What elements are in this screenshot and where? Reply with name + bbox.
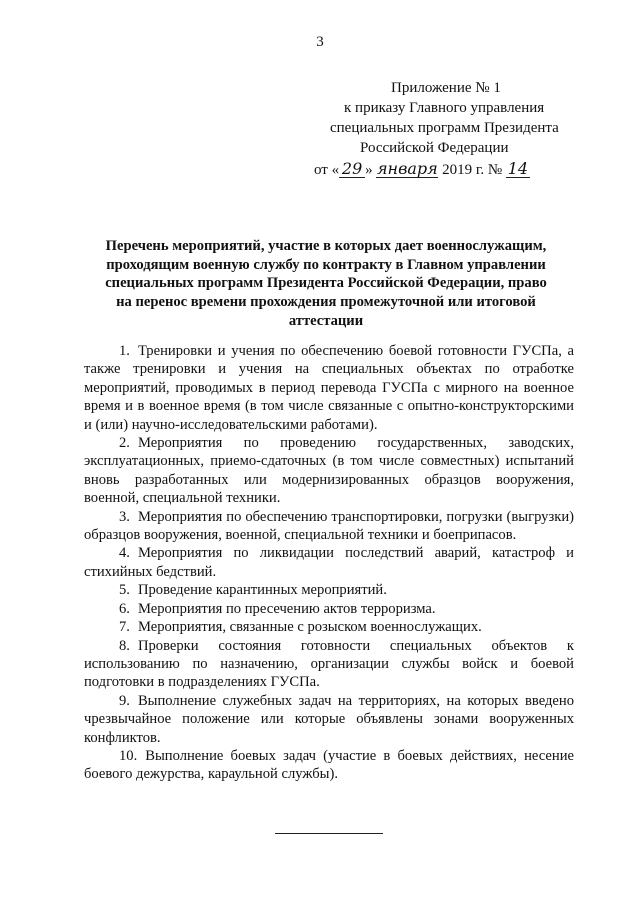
document-title	[88, 237, 564, 331]
handwritten-month: января	[376, 159, 438, 178]
appendix-program-line: специальных программ Президента	[330, 120, 559, 136]
appendix-date-line	[300, 160, 600, 180]
item-number: 6.	[119, 600, 130, 617]
handwritten-order-number: 14	[507, 159, 529, 178]
item-text: Проверки состояния готовности специальных объектов к использованию по назначению, организации службы войск и боевой подготовки в подразделениях ГУСПа.	[84, 637, 574, 691]
item-text: Выполнение служебных задач на территориях, на которых введено чрезвычайное положение или которые объявлены зонами вооруженных конфликтов.	[84, 692, 574, 746]
item-number: 7.	[119, 619, 130, 636]
appendix-title: Приложение № 1	[391, 80, 501, 96]
item-text: Мероприятия по ликвидации последствий аварий, катастроф и стихийных бедствий.	[84, 545, 574, 580]
list-item	[84, 434, 574, 508]
title-line: на перенос времени прохождения промежуточной или итоговой	[116, 294, 536, 311]
date-year: 2019 г. №	[442, 162, 503, 178]
appendix-federation-line: Российской Федерации	[360, 140, 509, 156]
list-item	[84, 692, 574, 747]
list-item	[84, 342, 574, 434]
closing-divider	[275, 833, 383, 834]
measures-list	[84, 342, 574, 784]
page-number: 3	[316, 34, 324, 50]
title-line: проходящим военную службу по контракту в Главном управлении	[106, 256, 546, 273]
item-number: 9.	[119, 692, 130, 709]
item-number: 2.	[119, 435, 130, 452]
list-item	[84, 600, 574, 618]
item-number: 4.	[119, 545, 130, 562]
item-text: Проведение карантинных мероприятий.	[137, 582, 387, 599]
item-number: 5.	[119, 582, 130, 599]
item-text: Выполнение боевых задач (участие в боевых действиях, несение боевого дежурства, караульной службы).	[84, 747, 574, 783]
list-item	[84, 508, 574, 545]
item-text: Мероприятия по пресечению актов терроризма.	[137, 600, 436, 617]
list-item	[84, 637, 574, 692]
title-line: аттестации	[288, 312, 364, 329]
list-item	[84, 747, 574, 784]
title-line: специальных программ Президента Российской Федерации, право	[105, 275, 547, 292]
date-prefix: от «	[314, 162, 340, 178]
item-text: Мероприятия по проведению государственных, заводских, эксплуатационных, приемо-сдаточных (в том числе совместных) испытаний вновь разработанных или модернизированных образцов вооружения, военной, специальной техники.	[84, 435, 574, 507]
item-number: 1.	[119, 343, 130, 359]
item-number: 3.	[119, 508, 130, 525]
item-number: 8.	[119, 637, 130, 654]
list-item	[84, 581, 574, 599]
appendix-header	[300, 78, 600, 180]
list-item	[84, 618, 574, 636]
title-line: Перечень мероприятий, участие в которых дает военнослужащим,	[105, 238, 547, 254]
date-mid: »	[365, 162, 373, 178]
handwritten-day: 29	[339, 160, 365, 178]
item-number: 10.	[119, 747, 138, 764]
item-text: Тренировки и учения по обеспечению боевой готовности ГУСПа, а также тренировки и учения на специальных объектах по отработке мероприятий, проводимых в период перевода ГУСПа с мирного на военное время и в военное время (в том числе связанные с опытно-конструкторскими и (или) научно-исследовательскими работами).	[84, 343, 574, 433]
list-item	[84, 544, 574, 581]
item-text: Мероприятия, связанные с розыском военнослужащих.	[137, 619, 482, 636]
appendix-order-line: к приказу Главного управления	[344, 100, 545, 116]
item-text: Мероприятия по обеспечению транспортировки, погрузки (выгрузки) образцов вооружения, военной, специальной техники и боеприпасов.	[84, 508, 574, 544]
